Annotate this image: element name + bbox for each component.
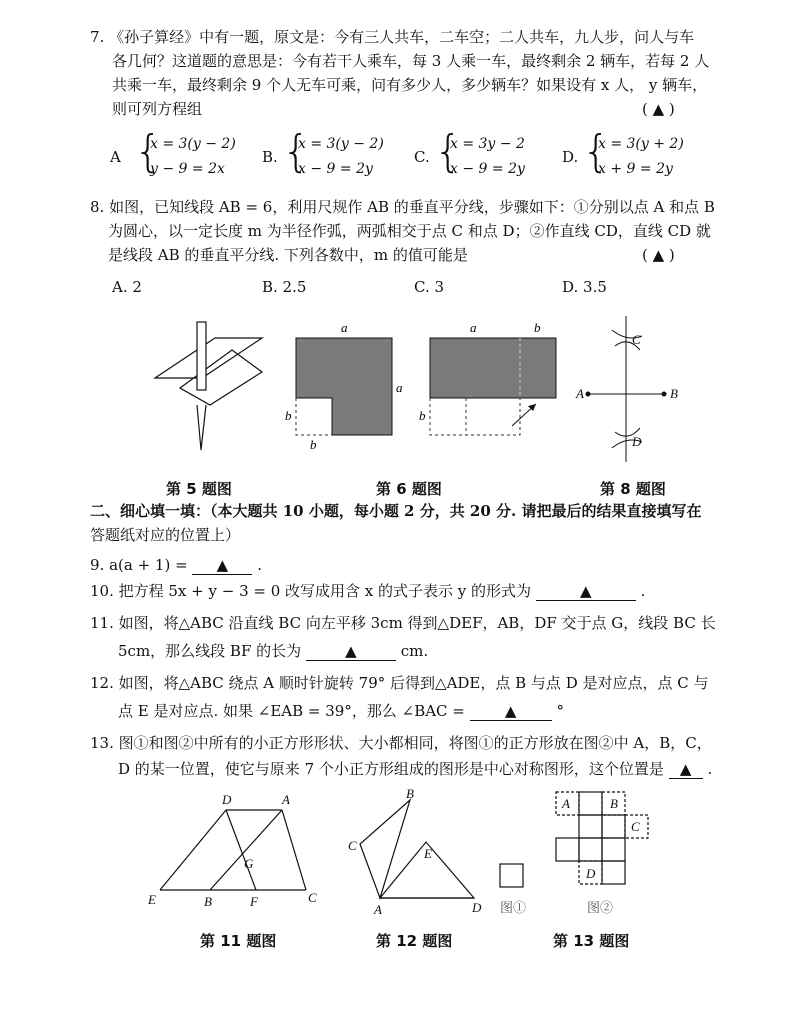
q8-line-1: 8. 如图，已知线段 AB = 6，利用尺规作 AB 的垂直平分线，步骤如下：①分别以点 A 和点 B [90, 198, 715, 216]
label-D: D [222, 792, 232, 807]
q13-line-2 [118, 758, 712, 780]
equation-2: y − 9 = 2x [150, 161, 225, 177]
section-2-line-2: 答题纸对应的位置上） [90, 526, 241, 544]
label-C: C [308, 890, 317, 905]
option-label: A [110, 148, 121, 166]
label-A: A [576, 386, 584, 401]
q11-line-1: 11. 如图，将△ABC 沿直线 BC 向左平移 3cm 得到△DEF，AB，DF 交于点 G，线段 BC 长 [90, 614, 716, 632]
label-C: C [348, 838, 357, 853]
section-2-heading: 二、细心填一填：（本大题共 10 小题，每小题 2 分，共 20 分. 请把最后的结果直接填写在 [90, 502, 702, 520]
caption-fig-6: 第 6 题图 [376, 480, 442, 498]
q11-text: 5cm，那么线段 BF 的长为 [118, 642, 302, 660]
label-B: B [610, 796, 618, 811]
q11-line-2 [118, 640, 428, 662]
label-fig1: 图① [500, 900, 527, 915]
figure-12-diagram [348, 786, 482, 917]
q10-answer-blank: ▲ [536, 582, 636, 601]
label-G: G [244, 856, 254, 871]
label-b-bottom: b [310, 437, 317, 452]
figure-11-diagram [147, 792, 317, 909]
q12-line-2 [118, 700, 564, 722]
q11-answer-blank: ▲ [306, 642, 396, 661]
q7-answer-paren: ( ▲ ) [642, 100, 675, 118]
option-label: D. [562, 148, 579, 166]
option-label: C. [414, 148, 430, 166]
q8-option-b: B. 2.5 [262, 278, 307, 296]
q10-text: 10. 把方程 5x + y − 3 = 0 改写成用含 x 的式子表示 y 的形式为 [90, 582, 532, 600]
q7-line-3: 共乘一车，最终剩余 9 个人无车可乘，问有多少人，多少辆车？如果设有 x 人， y 辆车， [112, 76, 708, 94]
figure-5-diagram [155, 322, 262, 450]
q8-line-3: 是线段 AB 的垂直平分线. 下列各数中，m 的值可能是 [108, 246, 468, 264]
label-a: a [470, 320, 477, 335]
figure-13-diagram [500, 792, 648, 915]
equation-2: x + 9 = 2y [598, 161, 673, 177]
q8-line-2: 为圆心，以一定长度 m 为半径作弧，两弧相交于点 C 和点 D；②作直线 CD，直线 CD 就 [108, 222, 711, 240]
label-F: F [250, 894, 258, 909]
q13-text: D 的某一位置，使它与原来 7 个小正方形组成的图形是中心对称图形，这个位置是 [118, 760, 664, 778]
figure-6-left [285, 320, 403, 452]
equation-2: x − 9 = 2y [298, 161, 373, 177]
q7-line-4: 则可列方程组 [112, 100, 203, 118]
label-D: D [472, 900, 482, 915]
q8-option-d: D. 3.5 [562, 278, 607, 296]
q9-text: 9. a(a + 1) = [90, 556, 188, 574]
label-B: B [204, 894, 212, 909]
brace-icon: { [434, 126, 462, 177]
label-a-top: a [341, 320, 348, 335]
q11-end: cm. [400, 642, 429, 660]
label-B: B [670, 386, 678, 401]
equation-1: x = 3(y + 2) [598, 136, 684, 152]
q12-line-1: 12. 如图，将△ABC 绕点 A 顺时针旋转 79° 后得到△ADE，点 B 与点 D 是对应点，点 C 与 [90, 674, 709, 692]
q12-answer-blank: ▲ [470, 702, 552, 721]
q13-end: . [707, 760, 713, 778]
q10 [90, 580, 645, 602]
q8-option-a: A. 2 [112, 278, 142, 296]
label-A: A [282, 792, 290, 807]
q12-end: ° [556, 702, 564, 720]
top-figures [0, 0, 794, 470]
q9-end: . [257, 556, 262, 574]
brace-icon: { [582, 126, 610, 177]
label-a-right: a [396, 380, 403, 395]
equation-1: x = 3(y − 2) [150, 136, 236, 152]
q7-line-2: 各几何？这道题的意思是：今有若干人乘车，每 3 人乘一车，最终剩余 2 辆车，若每 2 人 [112, 52, 710, 70]
caption-fig-5: 第 5 题图 [166, 480, 232, 498]
label-D: D [632, 434, 642, 449]
equation-2: x − 9 = 2y [450, 161, 525, 177]
label-fig2: 图② [587, 900, 614, 915]
brace-icon: { [282, 126, 310, 177]
label-b-left: b [285, 408, 292, 423]
q7-line-1: 7. 《孙子算经》中有一题，原文是：今有三人共车，二车空；二人共车，九人步，问人与车 [90, 28, 695, 46]
caption-fig-8: 第 8 题图 [600, 480, 666, 498]
q10-end: . [640, 582, 646, 600]
label-A: A [562, 796, 570, 811]
caption-fig-12: 第 12 题图 [376, 932, 453, 950]
option-label: B. [262, 148, 278, 166]
label-b-top: b [534, 320, 541, 335]
label-C: C [632, 332, 641, 347]
label-B: B [406, 786, 414, 801]
bottom-figures [0, 780, 794, 930]
equation-1: x = 3(y − 2) [298, 136, 384, 152]
label-C: C [631, 819, 640, 834]
q12-text: 点 E 是对应点. 如果 ∠EAB = 39°，那么 ∠BAC = [118, 702, 465, 720]
label-A: A [374, 902, 382, 917]
label-E: E [424, 846, 432, 861]
q13-line-1: 13. 图①和图②中所有的小正方形形状、大小都相同，将图①的正方形放在图②中 A，B，C， [90, 734, 712, 752]
q8-answer-paren: ( ▲ ) [642, 246, 675, 264]
caption-fig-13: 第 13 题图 [553, 932, 630, 950]
label-E: E [148, 892, 156, 907]
q13-answer-blank: ▲ [669, 760, 703, 779]
figure-8-diagram [575, 316, 678, 462]
figure-6-right [419, 320, 556, 435]
label-D: D [586, 866, 596, 881]
figure-1-square [500, 864, 523, 887]
q8-option-c: C. 3 [414, 278, 445, 296]
equation-1: x = 3y − 2 [450, 136, 525, 152]
q9-answer-blank: ▲ [192, 556, 252, 575]
brace-icon: { [134, 126, 162, 177]
q9 [90, 554, 262, 576]
caption-fig-11: 第 11 题图 [200, 932, 277, 950]
label-b-left: b [419, 408, 426, 423]
